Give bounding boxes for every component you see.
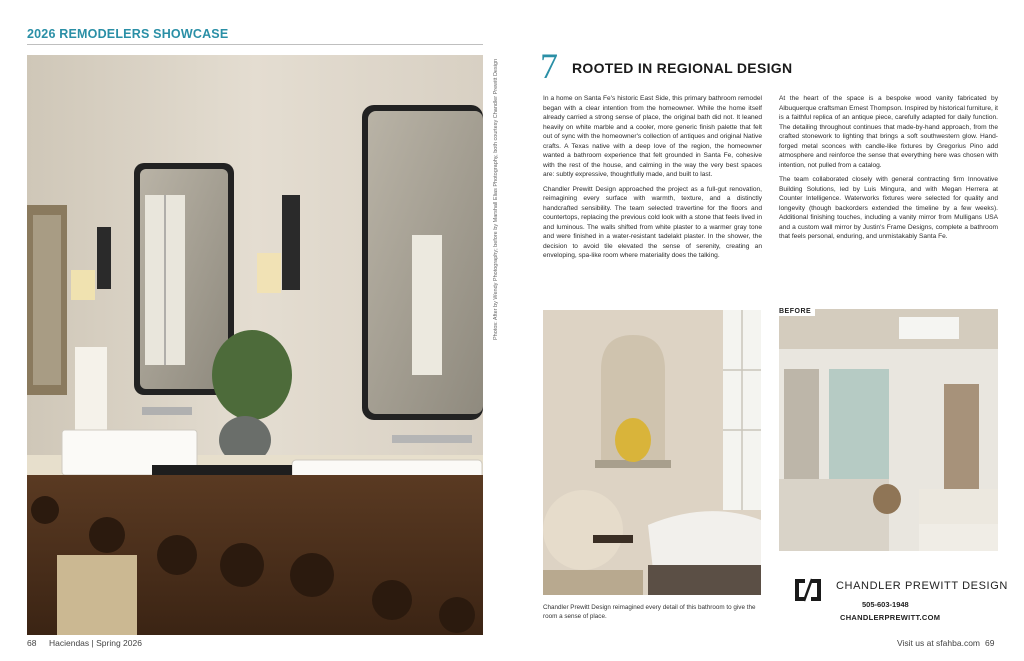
- magazine-issue: Haciendas | Spring 2026: [49, 638, 142, 648]
- paragraph: The team collaborated closely with general contracting firm Innovative Building Solutions, led by Luis Mingura, and with Megan Herrera at Counter Intelligence. Waterworks fixtures were selected for quality and longevity (though backorders extended the timeline by a few weeks). Additional finishing touches, including a vanity mirror from Mulligans USA and a custom wall mirror by Justin's Frame Designs, complete a bathroom that feels personal, enduring, and unmistakably Santa Fe.: [779, 176, 998, 240]
- tub-niche-photo: [543, 310, 761, 595]
- vanity-photo: [27, 55, 483, 635]
- article-column-1: [543, 94, 762, 266]
- paragraph: At the heart of the space is a bespoke wood vanity fabricated by Albuquerque craftsman Ernest Thompson. Inspired by historical furniture, it is a faithful replica of an antique piece, carefully adapted for daily function. The detailing throughout continues that made-by-hand approach, from the crafted stonework to lighting that brings a soft southwestern glow. Hand-forged metal sconces with candle-like fixtures by Gregorius Pino add atmosphere and reinforce the sense that everything here was chosen with intention, not pulled from a catalog.: [779, 95, 998, 169]
- company-website[interactable]: CHANDLERPREWITT.COM: [840, 613, 941, 622]
- page-number-right: 69: [985, 638, 995, 648]
- paragraph: In a home on Santa Fe's historic East Side, this primary bathroom remodel began with a clear intention from the homeowner. While the home itself already carried a strong sense of place, the original bath did not. It leaned heavily on white marble and a cooler, more generic finish palette that felt out of sync with the homeowner's collection of antiques and original Native crafts. A Texas native with a deep love of the region, the homeowner wanted a bathroom experience that felt grounded in Santa Fe, cohesive with the rest of the house, and calming in the way the very best spaces are: subtly expressive, thoughtfully made, and built to last.: [543, 95, 762, 178]
- company-name: CHANDLER PREWITT DESIGN: [836, 580, 1008, 592]
- photo-caption: Chandler Prewitt Design reimagined every detail of this bathroom to give the room a sense of place.: [543, 604, 756, 620]
- paragraph: Chandler Prewitt Design approached the project as a full-gut renovation, reimagining every surface with warmth, texture, and a distinctly handcrafted sensibility. The team selected travertine for the floors and countertops, replacing the previous cold look with a stone that feels lived in and luminous. The walls shifted from white plaster to a warmer gray tone and were finished in a water-resistant tadelakt plaster. In the shower, the decision to avoid tile elevated the sense of serenity, creating an enveloping, spa-like room where materiality does the talking.: [543, 185, 762, 259]
- article-title: ROOTED IN REGIONAL DESIGN: [572, 60, 793, 76]
- before-photo: [779, 309, 998, 551]
- article-column-2: [779, 94, 998, 247]
- company-phone: 505-603-1948: [862, 600, 909, 609]
- section-header: 2026 REMODELERS SHOWCASE: [27, 27, 229, 41]
- page-number-left: 68: [27, 638, 37, 648]
- visit-link[interactable]: Visit us at sfahba.com: [897, 638, 980, 648]
- photo-credit: Photos: After by Wendy Photography; before by Marshall Elias Photography, both courtesy Chandler Prewitt Design: [493, 58, 499, 340]
- header-divider: [27, 44, 483, 45]
- article-number: 7: [540, 46, 558, 86]
- before-label: BEFORE: [779, 307, 815, 316]
- company-logo-icon: [793, 577, 823, 603]
